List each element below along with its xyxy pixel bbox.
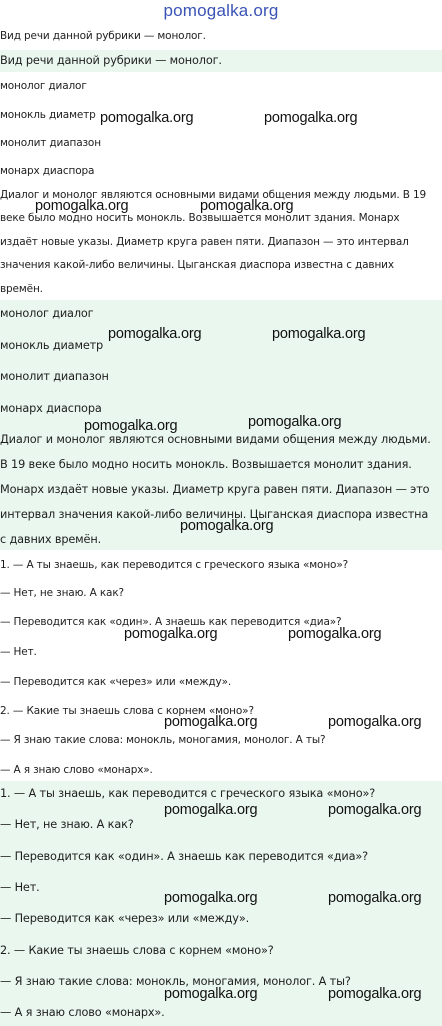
watermark-text: pomogalka.org [164, 986, 258, 1002]
watermark-text: pomogalka.org [328, 890, 422, 906]
watermark-text: pomogalka.org [328, 986, 422, 1002]
watermark-text: pomogalka.org [248, 414, 342, 430]
watermark-text: pomogalka.org [108, 326, 202, 342]
dialogue-line-3: — Переводится как «один». А знаешь как переводится «диа»? [0, 616, 342, 628]
word-pair-2: монокль диаметр [0, 339, 104, 352]
paragraph-line-4: значения какой-либо величины. Цыганская диаспора известна с давних [0, 259, 394, 271]
dialogue-line-4: — Нет. [0, 881, 40, 894]
paragraph-line-3: издаёт новые указы. Диаметр круга равен пяти. Диапазон — это интервал [0, 236, 409, 248]
dialogue-line-7: — Я знаю такие слова: монокль, моногамия, монолог. А ты? [0, 734, 326, 746]
paragraph-line-1: Диалог и монолог являются основными видами общения между людьми. В 19 [0, 189, 427, 201]
paragraph-line-1: Диалог и монолог являются основными видами общения между людьми. [0, 433, 431, 446]
watermark-text: pomogalka.org [288, 626, 382, 642]
paragraph-line-2: веке было модно носить монокль. Возвышается монолит здания. Монарх [0, 212, 400, 224]
watermark-text: pomogalka.org [180, 518, 274, 534]
dialogue-line-2: — Нет, не знаю. А как? [0, 587, 124, 599]
dialogue-line-1: 1. — А ты знаешь, как переводится с греческого языка «моно»? [0, 787, 376, 800]
word-pair-4: монарх диаспора [0, 165, 95, 177]
dialogue-line-7: — Я знаю такие слова: монокль, моногамия, монолог. А ты? [0, 975, 351, 988]
dialogue-line-6: 2. — Какие ты знаешь слова с корнем «моно»? [0, 705, 254, 717]
word-pair-1: монолог диалог [0, 307, 94, 320]
watermark-text: pomogalka.org [328, 802, 422, 818]
site-watermark-top: pomogalka.org [163, 1, 279, 20]
watermark-text: pomogalka.org [328, 714, 422, 730]
word-pair-1: монолог диалог [0, 80, 87, 92]
word-pair-3: монолит диапазон [0, 137, 101, 149]
paragraph-line-2: В 19 веке было модно носить монокль. Возвышается монолит здания. [0, 458, 412, 471]
word-pair-3: монолит диапазон [0, 370, 109, 383]
watermark-text: pomogalka.org [164, 802, 258, 818]
paragraph-line-3: Монарх издаёт новые указы. Диаметр круга равен пяти. Диапазон — это [0, 483, 430, 496]
paragraph-line-5: с давних времён. [0, 533, 102, 546]
watermark-text: pomogalka.org [200, 198, 294, 214]
watermark-text: pomogalka.org [100, 110, 194, 126]
watermark-text: pomogalka.org [35, 198, 129, 214]
answer-line-plain: Вид речи данной рубрики — монолог. [0, 30, 206, 42]
answer-line-highlight: Вид речи данной рубрики — монолог. [0, 54, 222, 67]
watermark-text: pomogalka.org [264, 110, 358, 126]
paragraph-line-5: времён. [0, 283, 43, 295]
watermark-text: pomogalka.org [84, 418, 178, 434]
word-pair-4: монарх диаспора [0, 402, 102, 415]
dialogue-line-2: — Нет, не знаю. А как? [0, 818, 134, 831]
dialogue-line-4: — Нет. [0, 646, 37, 658]
word-pair-2: монокль диаметр [0, 109, 96, 121]
paragraph-line-4: интервал значения какой-либо величины. Цыганская диаспора известна [0, 508, 429, 521]
dialogue-line-3: — Переводится как «один». А знаешь как переводится «диа»? [0, 850, 369, 863]
dialogue-line-8: — А я знаю слово «монарх». [0, 764, 153, 776]
watermark-text: pomogalka.org [124, 626, 218, 642]
dialogue-line-1: 1. — А ты знаешь, как переводится с греческого языка «моно»? [0, 559, 349, 571]
watermark-text: pomogalka.org [164, 890, 258, 906]
dialogue-line-5: — Переводится как «через» или «между». [0, 676, 232, 688]
watermark-text: pomogalka.org [272, 326, 366, 342]
dialogue-line-5: — Переводится как «через» или «между». [0, 912, 250, 925]
watermark-text: pomogalka.org [164, 714, 258, 730]
dialogue-line-8: — А я знаю слово «монарх». [0, 1006, 165, 1019]
dialogue-line-6: 2. — Какие ты знаешь слова с корнем «моно»? [0, 944, 274, 957]
